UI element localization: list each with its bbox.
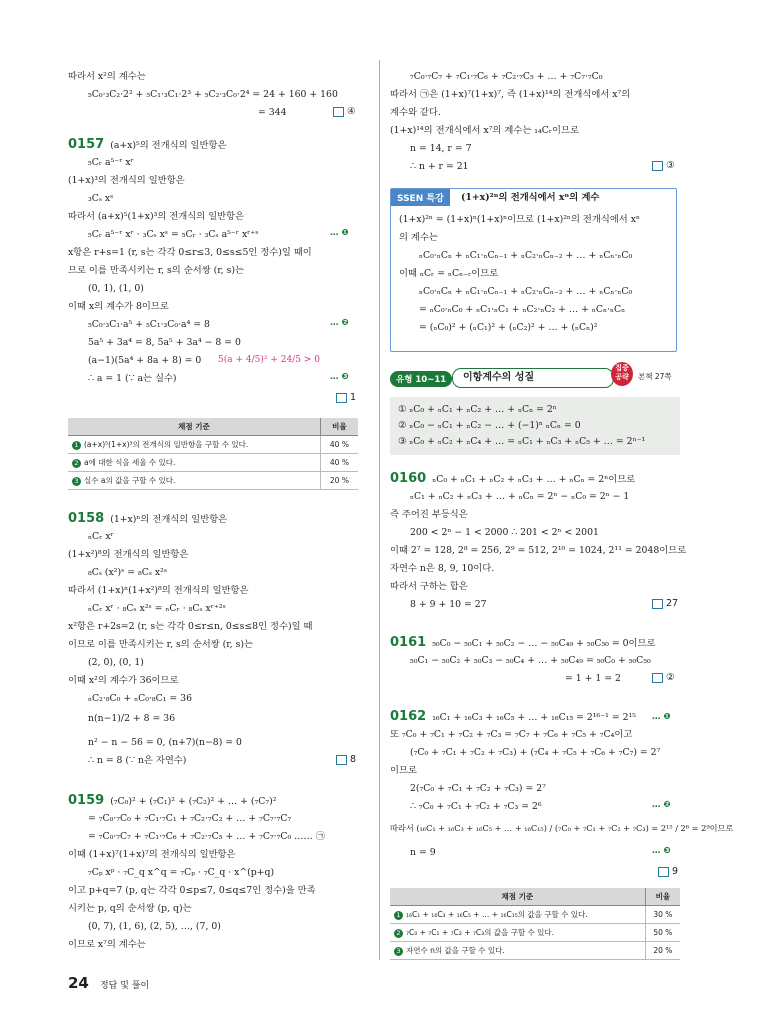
table-row	[390, 942, 680, 960]
problem-head	[68, 512, 227, 526]
table-cell: 20 %	[645, 942, 680, 960]
text-line: x²항은 r+2s=2 (r, s는 각각 0≤r≤n, 0≤s≤8인 정수)일 때	[68, 621, 313, 632]
text-line: 의 계수는	[399, 232, 438, 243]
grading-table	[68, 418, 358, 490]
page-number: 24	[68, 974, 89, 992]
answer-icon	[336, 755, 347, 765]
problem-number: 0159	[68, 793, 105, 808]
text-line: ₈Cₛ (x²)ˢ = ₈Cₛ x²ˢ	[88, 567, 168, 578]
step-number: 3	[394, 947, 403, 956]
text-line: 또 ₇C₀ + ₇C₁ + ₇C₂ + ₇C₃ = ₇C₇ + ₇C₆ + ₇C₅ + ₇C₄이고	[390, 729, 633, 740]
text-line: 이때 x의 계수가 8이므로	[68, 301, 169, 312]
step-number: 2	[394, 929, 403, 938]
table-cell: 20 %	[320, 472, 358, 490]
text-line: (1+x)²ⁿ = (1+x)ⁿ(1+x)ⁿ이므로 (1+x)²ⁿ의 전개식에서 xⁿ	[399, 214, 641, 225]
table-row	[68, 454, 358, 472]
problem-text: (₇C₀)² + (₇C₁)² + (₇C₂)² + … + (₇C₇)²	[110, 796, 277, 807]
text-line: n = 9	[410, 847, 436, 858]
table-header: 채점 기준	[68, 418, 320, 436]
text-line: 이므로	[390, 765, 417, 776]
text-line: (1+x)¹⁴의 전개식에서 x⁷의 계수는 ₁₄Cᵣ이므로	[390, 125, 579, 136]
answer-value: 27	[666, 598, 679, 609]
step-number: 3	[72, 477, 81, 486]
text-line: ₅Cᵣ a⁵⁻ʳ xʳ · ₃Cₛ xˢ = ₅Cᵣ · ₃Cₛ a⁵⁻ʳ xʳ⁺ˢ	[88, 229, 259, 240]
text-line: (2, 0), (0, 1)	[88, 657, 144, 668]
step-marker: … ❶	[652, 712, 671, 722]
table-cell: ₇C₀ + ₇C₁ + ₇C₂ + ₇C₃의 값을 구할 수 있다.	[406, 928, 555, 937]
text-line: ₅C₀·₃C₂·2² + ₅C₁·₃C₁·2³ + ₅C₂·₃C₀·2⁴ = 24 + 160 + 160	[88, 89, 338, 100]
text-line: (0, 7), (1, 6), (2, 5), …, (7, 0)	[88, 921, 221, 932]
text-line: 2(₇C₀ + ₇C₁ + ₇C₂ + ₇C₃) = 2⁷	[410, 783, 546, 794]
focus-sticker: 집중 공략	[611, 362, 633, 386]
text-line: 5a⁵ + 3a⁴ = 8, 5a⁵ + 3a⁴ − 8 = 0	[88, 337, 241, 348]
table-row	[390, 906, 680, 924]
problem-head	[390, 636, 655, 650]
step-marker: … ❸	[330, 372, 349, 382]
text-line: 이때 x²의 계수가 36이므로	[68, 675, 179, 686]
table-header: 비율	[320, 418, 358, 436]
text-line: 8 + 9 + 10 = 27	[410, 599, 487, 610]
text-line: 따라서 (₁₆C₁ + ₁₆C₃ + ₁₆C₅ + … + ₁₆C₁₅) / (₇C₀ + ₇C₁ + ₇C₂ + ₇C₃) = 2¹⁵ / 2⁶ = 2⁹이므로	[390, 823, 734, 833]
text-line: = ₇C₀·₇C₀ + ₇C₁·₇C₁ + ₇C₂·₇C₂ + … + ₇C₇·₇C₇	[88, 813, 292, 824]
text-line: ₙC₀·ₙCₙ + ₙC₁·ₙCₙ₋₁ + ₙC₂·ₙCₙ₋₂ + … + ₙCₙ·ₙC₀	[419, 250, 633, 261]
answer-icon	[336, 393, 347, 403]
problem-number: 0160	[390, 471, 427, 486]
text-line: = ₙC₀·ₙC₀ + ₙC₁·ₙC₁ + ₙC₂·ₙC₂ + … + ₙCₙ·ₙCₙ	[419, 304, 626, 315]
answer-icon	[652, 599, 663, 609]
text-line: ₙCᵣ xʳ · ₈Cₛ x²ˢ = ₙCᵣ · ₈Cₛ xʳ⁺²ˢ	[88, 603, 226, 614]
answer-mark	[652, 598, 678, 609]
text-line: 이때 2⁷ = 128, 2⁸ = 256, 2⁹ = 512, 2¹⁰ = 1024, 2¹¹ = 2048이므로	[390, 545, 687, 556]
text-line: 따라서 구하는 합은	[390, 581, 468, 592]
answer-icon	[652, 673, 663, 683]
text-line: 이때 (1+x)⁷(1+x)⁷의 전개식의 일반항은	[68, 849, 236, 860]
text-line: (1+x)³의 전개식의 일반항은	[68, 175, 185, 186]
text-line: 이때 ₙCᵣ = ₙCₙ₋ᵣ이므로	[399, 268, 499, 279]
answer-value: 9	[672, 866, 679, 877]
grading-table	[390, 888, 680, 960]
ssen-tag: SSEN 특강	[391, 189, 450, 206]
text-line: = ₇C₀·₇C₇ + ₇C₁·₇C₆ + ₇C₂·₇C₅ + … + ₇C₇·₇C₀ …… ㉠	[88, 831, 326, 842]
property-line: ① ₙC₀ + ₙC₁ + ₙC₂ + … + ₙCₙ = 2ⁿ	[398, 404, 557, 415]
answer-value: ②	[666, 672, 675, 683]
property-line: ② ₙC₀ − ₙC₁ + ₙC₂ − … + (−1)ⁿ ₙCₙ = 0	[398, 420, 581, 431]
ssen-special-box	[390, 188, 677, 352]
type-title: 이항계수의 성질	[452, 368, 614, 388]
step-number: 2	[72, 459, 81, 468]
text-line: 계수와 같다.	[390, 107, 441, 118]
table-cell: ₁₆C₁ + ₁₆C₃ + ₁₆C₅ + … + ₁₆C₁₅의 값을 구할 수 있다.	[406, 910, 588, 919]
table-cell: a에 대한 식을 세울 수 있다.	[84, 458, 176, 467]
problem-head	[390, 710, 636, 724]
answer-mark	[336, 392, 356, 403]
text-line: n = 14, r = 7	[410, 143, 472, 154]
table-row	[390, 924, 680, 942]
text-line: ₅₀C₁ − ₅₀C₂ + ₅₀C₃ − ₅₀C₄ + … + ₅₀C₄₉ = ₅₀C₀ + ₅₀C₅₀	[410, 655, 651, 666]
answer-mark	[652, 160, 675, 171]
text-line: = 1 + 1 = 2	[565, 673, 621, 684]
step-number: 1	[394, 911, 403, 920]
type-badge: 유형 10~11	[390, 371, 452, 387]
problem-text: (1+x)ⁿ의 전개식의 일반항은	[110, 514, 228, 525]
table-header: 비율	[645, 888, 680, 906]
text-line: (a−1)(5a⁴ + 8a + 8) = 0	[88, 355, 202, 366]
answer-icon	[333, 107, 344, 117]
text-line: (1+x²)⁸의 전개식의 일반항은	[68, 549, 189, 560]
type-header	[390, 364, 680, 390]
text-line: 이므로 x⁷의 계수는	[68, 939, 146, 950]
answer-mark	[652, 672, 675, 683]
problem-number: 0162	[390, 709, 427, 724]
text-line: 이고 p+q=7 (p, q는 각각 0≤p≤7, 0≤q≤7인 정수)을 만족	[68, 885, 316, 896]
text-line: = 344	[258, 107, 287, 118]
table-row	[68, 472, 358, 490]
footer-label: 정답 및 풀이	[99, 981, 150, 991]
text-line: n(n−1)/2 + 8 = 36	[88, 713, 176, 724]
text-line: ∴ a = 1 (∵ a는 실수)	[88, 373, 177, 384]
property-line: ③ ₙC₀ + ₙC₂ + ₙC₄ + … = ₙC₁ + ₙC₃ + ₙC₅ + … = 2ⁿ⁻¹	[398, 436, 646, 447]
page-reference: 본책 27쪽	[638, 372, 672, 381]
table-cell: (a+x)⁵(1+x)³의 전개식의 일반항을 구할 수 있다.	[84, 440, 249, 449]
margin-note: 5(a + 4/5)² + 24/5 > 0	[218, 355, 320, 365]
table-cell: 실수 a의 값을 구할 수 있다.	[84, 476, 176, 485]
problem-head	[68, 138, 226, 152]
text-line: (0, 1), (1, 0)	[88, 283, 144, 294]
problem-text: ₙC₀ + ₙC₁ + ₙC₂ + ₙC₃ + … + ₙCₙ = 2ⁿ이므로	[432, 474, 636, 485]
column-divider	[379, 60, 380, 960]
text-line: 즉 주어진 부등식은	[390, 509, 468, 520]
text-line: x항은 r+s=1 (r, s는 각각 0≤r≤3, 0≤s≤5인 정수)일 때이	[68, 247, 312, 258]
answer-mark	[658, 866, 678, 877]
step-marker: … ❷	[330, 318, 349, 328]
problem-text: ₁₆C₁ + ₁₆C₃ + ₁₆C₅ + … + ₁₆C₁₅ = 2¹⁶⁻¹ = 2¹⁵	[432, 712, 636, 723]
table-header: 채점 기준	[390, 888, 645, 906]
problem-number: 0158	[68, 511, 105, 526]
step-marker: … ❸	[652, 846, 671, 856]
text-line: ₇Cₚ xᵖ · ₇C_q x^q = ₇Cₚ · ₇C_q · x^(p+q)	[88, 867, 275, 878]
text-line: ∴ n = 8 (∵ n은 자연수)	[88, 755, 187, 766]
text-line: 따라서 x²의 계수는	[68, 71, 146, 82]
text-line: (₇C₀ + ₇C₁ + ₇C₂ + ₇C₃) + (₇C₄ + ₇C₅ + ₇C₆ + ₇C₇) = 2⁷	[410, 747, 661, 758]
table-row	[68, 436, 358, 454]
table-cell: 30 %	[645, 906, 680, 924]
text-line: ∴ ₇C₀ + ₇C₁ + ₇C₂ + ₇C₃ = 2⁶	[410, 801, 542, 812]
text-line: 시키는 p, q의 순서쌍 (p, q)는	[68, 903, 192, 914]
answer-value: ③	[666, 160, 675, 171]
ssen-title: (1+x)²ⁿ의 전개식에서 xⁿ의 계수	[461, 192, 600, 203]
text-line: ₇C₀·₇C₇ + ₇C₁·₇C₆ + ₇C₂·₇C₅ + … + ₇C₇·₇C₀	[410, 71, 603, 82]
answer-mark	[333, 106, 356, 117]
text-line: ₅C₀·₃C₁·a⁵ + ₅C₁·₃C₀·a⁴ = 8	[88, 319, 210, 330]
answer-value: ④	[347, 106, 356, 117]
answer-value: 8	[350, 754, 357, 765]
problem-number: 0161	[390, 635, 427, 650]
text-line: 므로 이를 만족시키는 r, s의 순서쌍 (r, s)는	[68, 265, 244, 276]
text-line: 200 < 2ⁿ − 1 < 2000 ∴ 201 < 2ⁿ < 2001	[410, 527, 599, 538]
text-line: ∴ n + r = 21	[410, 161, 469, 172]
answer-value: 1	[350, 392, 357, 403]
answer-icon	[658, 867, 669, 877]
text-line: ₙC₀·ₙCₙ + ₙC₁·ₙCₙ₋₁ + ₙC₂·ₙCₙ₋₂ + … + ₙCₙ·ₙC₀	[419, 286, 633, 297]
table-cell: 자연수 n의 값을 구할 수 있다.	[406, 946, 505, 955]
text-line: 따라서 ㉠은 (1+x)⁷(1+x)⁷, 즉 (1+x)¹⁴의 전개식에서 x⁷의	[390, 89, 631, 100]
problem-number: 0157	[68, 137, 105, 152]
text-line: 자연수 n은 8, 9, 10이다.	[390, 563, 495, 574]
text-line: 따라서 (a+x)⁵(1+x)³의 전개식의 일반항은	[68, 211, 245, 222]
answer-icon	[652, 161, 663, 171]
step-marker: … ❷	[652, 800, 671, 810]
text-line: n² − n − 56 = 0, (n+7)(n−8) = 0	[88, 737, 242, 748]
problem-head	[68, 794, 276, 808]
table-cell: 40 %	[320, 436, 358, 454]
text-line: ₅Cᵣ a⁵⁻ʳ xʳ	[88, 157, 134, 168]
problem-text: (a+x)⁵의 전개식의 일반항은	[110, 140, 227, 151]
problem-head	[390, 472, 635, 486]
text-line: ₃Cₛ xˢ	[88, 193, 114, 204]
text-line: ₙC₂·₈C₀ + ₙC₀·₈C₁ = 36	[88, 693, 192, 704]
page-footer	[68, 973, 149, 992]
text-line: = (ₙC₀)² + (ₙC₁)² + (ₙC₂)² + … + (ₙCₙ)²	[419, 322, 598, 333]
text-line: ₙCᵣ xʳ	[88, 531, 114, 542]
step-marker: … ❶	[330, 228, 349, 238]
table-cell: 40 %	[320, 454, 358, 472]
answer-mark	[336, 754, 356, 765]
properties-box	[390, 397, 680, 455]
problem-text: ₅₀C₀ − ₅₀C₁ + ₅₀C₂ − … − ₅₀C₄₉ + ₅₀C₅₀ = 0이므로	[432, 638, 656, 649]
text-line: 이므로 이를 만족시키는 r, s의 순서쌍 (r, s)는	[68, 639, 253, 650]
step-number: 1	[72, 441, 81, 450]
text-line: 따라서 (1+x)ⁿ(1+x²)⁸의 전개식의 일반항은	[68, 585, 249, 596]
table-cell: 50 %	[645, 924, 680, 942]
text-line: ₙC₁ + ₙC₂ + ₙC₃ + … + ₙCₙ = 2ⁿ − ₙC₀ = 2ⁿ − 1	[410, 491, 630, 502]
